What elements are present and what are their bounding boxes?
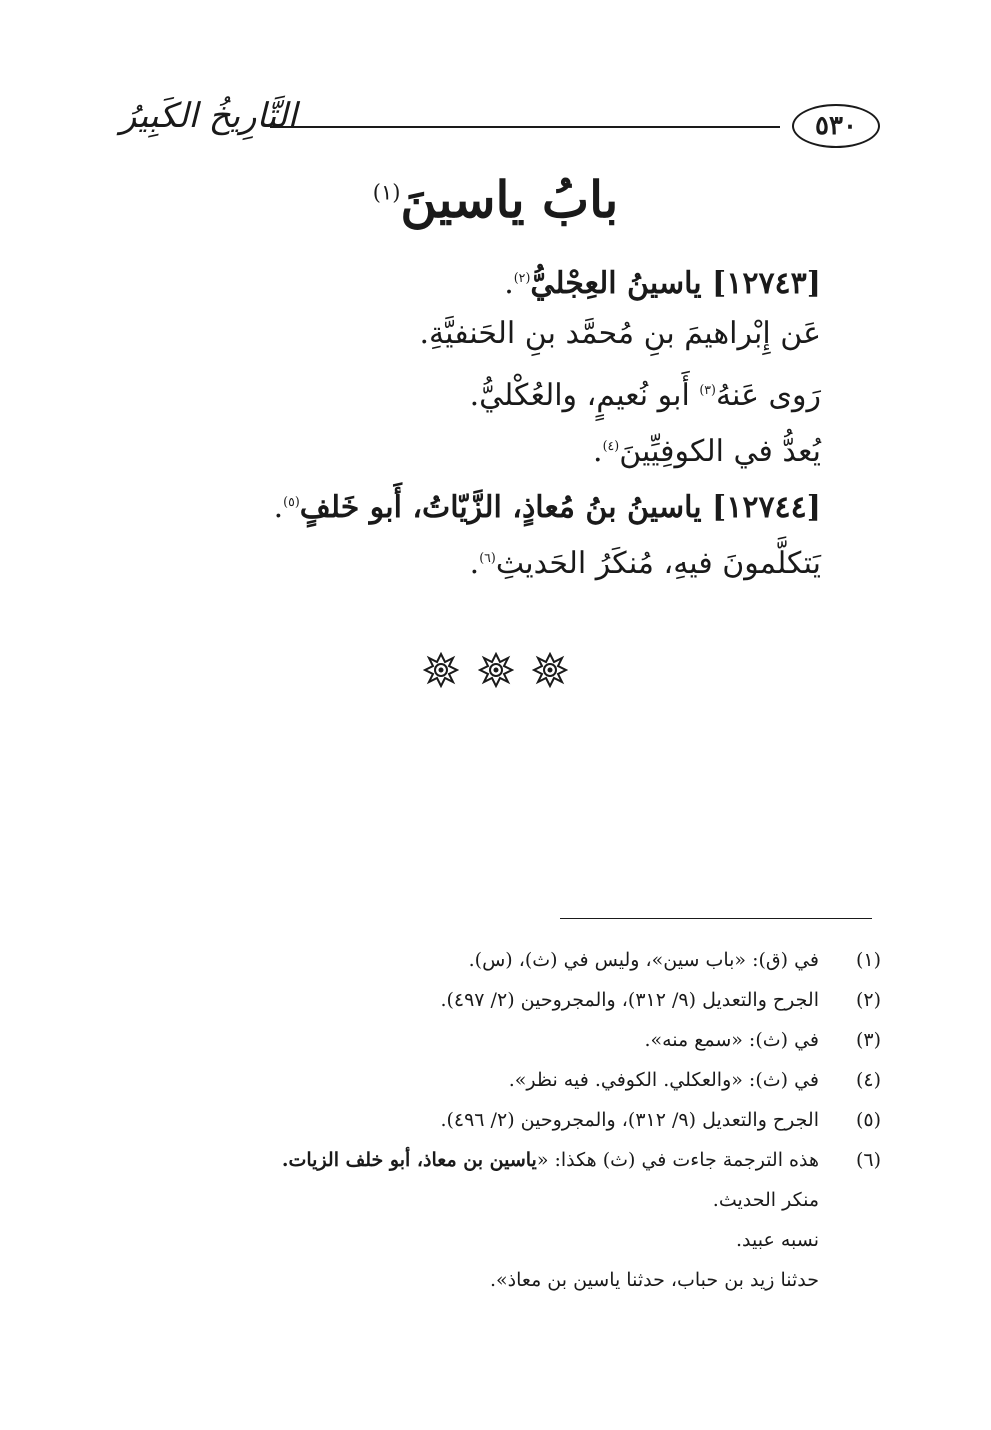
footnote-item — [261, 940, 881, 980]
footnote-number: (٢) — [855, 989, 881, 1011]
entry-text: رَوى عَنهُ — [715, 378, 821, 413]
footnote-number: (٣) — [855, 1029, 881, 1051]
entry-text: عَن إِبْراهيمَ بنِ مُحمَّد بنِ الحَنفيَّةِ. — [419, 316, 821, 351]
entry-line — [141, 250, 821, 306]
footnote-text: هذه الترجمة جاءت في (ث) هكذا: « — [536, 1149, 819, 1171]
footnote-item — [261, 1060, 881, 1100]
footnote-quote-bold: ياسين بن معاذ، أبو خلف الزيات. — [281, 1149, 537, 1171]
footnote-text: الجرح والتعديل (٩/ ٣١٢)، والمجروحين (٢/ ٤٩٦). — [440, 1109, 819, 1131]
footnote-text-line: نسبه عبيد. — [735, 1229, 819, 1251]
footnote-ref: (١) — [372, 180, 401, 205]
footnote-number: (٦) — [855, 1149, 881, 1171]
header-rule — [270, 126, 780, 128]
entry-heading: [١٢٧٤٣] ياسينُ العِجْليُّ — [530, 266, 821, 301]
footnote-text-line — [261, 1140, 819, 1180]
section-divider-ornaments — [0, 652, 991, 697]
page-number: ٥٣٠ — [792, 104, 880, 148]
flower-ornament-icon — [532, 652, 568, 688]
footnote-number: (٤) — [855, 1069, 881, 1091]
entry-text: . — [469, 546, 480, 581]
chapter-title-text: بابُ ياسينَ — [400, 170, 619, 229]
entry-text: . — [593, 434, 603, 469]
entry-text: أَبو نُعيمٍ، والعُكْليُّ. — [469, 378, 700, 413]
entry-text: يُعدُّ في الكوفِيِّينَ — [619, 434, 821, 469]
footnote-item — [261, 1140, 881, 1300]
footnote-ref: (٤) — [602, 438, 620, 453]
footnote-ref: (٢) — [513, 270, 531, 285]
book-title: التَّارِيخُ الكَبِيرُ — [120, 96, 297, 136]
footnote-number: (١) — [855, 949, 881, 971]
footnote-text: في (ق): «باب سين»، وليس في (ث)، (س). — [468, 949, 819, 971]
flower-ornament-icon — [423, 652, 459, 688]
footnote-text: في (ث): «سمع منه». — [644, 1029, 819, 1051]
entry-line — [141, 530, 821, 586]
entry-line — [141, 474, 821, 530]
footnote-item — [261, 1100, 881, 1140]
footnote-text-line: حدثنا زيد بن حباب، حدثنا ياسين بن معاذ». — [489, 1269, 819, 1291]
footnote-text: في (ث): «والعكلي. الكوفي. فيه نظر». — [508, 1069, 819, 1091]
entry-line — [141, 306, 821, 362]
footnote-rule — [560, 918, 872, 919]
footnote-ref: (٣) — [699, 382, 716, 397]
body-text — [141, 250, 821, 586]
entry-tail: . — [504, 266, 514, 301]
footnote-item — [261, 980, 881, 1020]
footnote-number: (٥) — [855, 1109, 881, 1131]
chapter-title — [0, 170, 991, 229]
page-header — [120, 96, 880, 156]
footnotes — [261, 940, 881, 1300]
footnote-text-line: منكر الحديث. — [712, 1189, 819, 1211]
footnote-text: الجرح والتعديل (٩/ ٣١٢)، والمجروحين (٢/ ٤٩٧). — [440, 989, 819, 1011]
entry-line — [141, 418, 821, 474]
entry-tail: . — [273, 490, 284, 525]
footnote-ref: (٦) — [479, 550, 496, 565]
entry-text: يَتكلَّمونَ فيهِ، مُنكَرُ الحَديثِ — [495, 546, 821, 581]
footnote-item — [261, 1020, 881, 1060]
footnote-ref: (٥) — [283, 494, 300, 509]
entry-heading: [١٢٧٤٤] ياسينُ بنُ مُعاذٍ، الزَّيّاتُ، أَبو خَلفٍ — [299, 490, 821, 525]
entry-line — [141, 362, 821, 418]
flower-ornament-icon — [478, 652, 514, 688]
